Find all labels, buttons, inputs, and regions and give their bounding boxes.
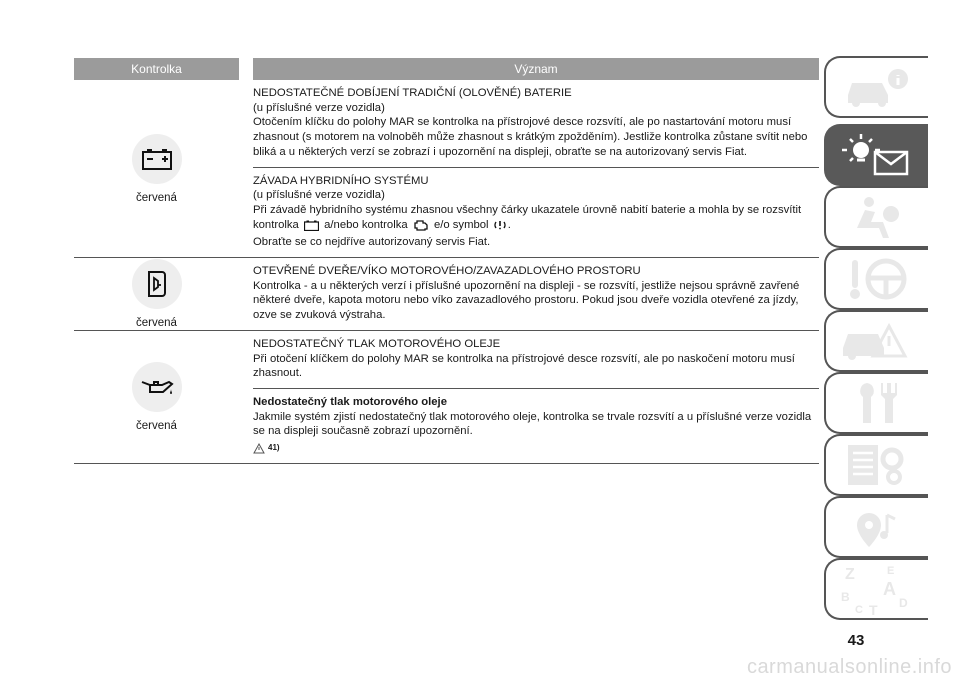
entry-title: OTEVŘENÉ DVEŘE/VÍKO MOTOROVÉHO/ZAVAZADLOVÉHO PROSTORU (253, 265, 641, 278)
header-vyznam: Význam (514, 62, 558, 76)
entry-oil-pressure-low (253, 388, 819, 463)
tab-multimedia[interactable] (824, 496, 928, 558)
watermark: carmanualsonline.info (746, 656, 952, 678)
specs-gears-icon (842, 441, 912, 489)
warning-reference[interactable]: 41) (253, 441, 819, 456)
entry-oil-pressure (253, 331, 819, 388)
lamp-color-label: červená (136, 419, 177, 432)
svg-text:E: E (887, 565, 895, 577)
warning-lights-table (74, 58, 819, 464)
entry-title: ZÁVADA HYBRIDNÍHO SYSTÉMU (253, 174, 429, 187)
lamp-color-label: červená (136, 191, 177, 204)
header-kontrolka: Kontrolka (131, 62, 182, 76)
svg-text:D: D (899, 596, 908, 610)
warning-triangle-icon (253, 443, 265, 454)
multimedia-icon (847, 503, 907, 551)
tab-warning-lights[interactable] (824, 124, 928, 186)
page-number: 43 (847, 632, 865, 649)
lamp-cell (74, 258, 239, 330)
lamp-color-label: červená (136, 316, 177, 329)
oil-can-icon (132, 362, 182, 412)
entry-text: Obraťte se co nejdříve autorizovaný servis Fiat. (253, 236, 491, 249)
table-row (74, 258, 819, 331)
tab-technical-data[interactable] (824, 434, 928, 496)
svg-text:C: C (855, 604, 863, 616)
entry-text: Při otočení klíčkem do polohy MAR se kontrolka na přístrojové desce rozsvítí, ale po naskočení motoru musí zhasnout. (253, 352, 795, 380)
battery-icon (304, 220, 319, 236)
battery-icon (132, 134, 182, 184)
tab-starting-driving[interactable] (824, 248, 928, 310)
entry-subtitle: (u příslušné verze vozidla) (253, 189, 385, 202)
table-row (74, 80, 819, 258)
entry-hybrid-failure (253, 167, 819, 258)
tab-index[interactable] (824, 558, 928, 620)
entry-subtitle: (u příslušné verze vozidla) (253, 101, 385, 114)
svg-text:B: B (841, 590, 850, 604)
entry-title: NEDOSTATEČNÝ TLAK MOTOROVÉHO OLEJE (253, 337, 501, 350)
entry-battery-charge (253, 80, 819, 167)
seat-airbag-icon (847, 194, 907, 240)
table-row (74, 331, 819, 464)
svg-text:T: T (869, 602, 878, 617)
entry-text: Kontrolka - a u některých verzí i příslušné upozornění na displeji - se rozsvítí, jestliže nejsou správně zavřené některé dveře, kapota motoru nebo víko zavazadlového prostoru. Pokud jsou dveře vozidla otevřené za jízdy, ozve se zvuková výstraha. (253, 279, 800, 322)
tab-safety[interactable] (824, 186, 928, 248)
entry-text: Při závadě hybridního systému zhasnou všechny čárky ukazatele úrovně nabití baterie a mohla by se rozsvítit kontrolka a/nebo kontrolka e/o symbol . (253, 203, 819, 235)
wrench-icon (847, 379, 907, 427)
table-header (74, 58, 819, 80)
lamp-cell (74, 331, 239, 463)
entry-text: Otočením klíčku do polohy MAR se kontrolka na přístrojové desce rozsvítí, ale po nastartování motoru musí zhasnout (s motorem na volnoběh může zhasnout s krátkým zpožděním). Jestliže kontrolka zůstane svítit nebo bliká a u některých verzí se zobrazí i upozornění na displeji, obraťte se na autorizovaný servis Fiat. (253, 116, 808, 158)
tab-car-info[interactable] (824, 56, 928, 118)
car-info-icon (842, 65, 912, 109)
tab-emergency[interactable] (824, 310, 928, 372)
tab-maintenance[interactable] (824, 372, 928, 434)
lamp-message-icon (839, 132, 915, 178)
alphabet-index-icon (837, 561, 917, 617)
entry-title: NEDOSTATEČNÉ DOBÍJENÍ TRADIČNÍ (OLOVĚNÉ) BATERIE (253, 87, 572, 99)
entry-subheading: Nedostatečný tlak motorového oleje (253, 395, 447, 408)
lamp-cell (74, 80, 239, 257)
engine-icon (413, 219, 429, 236)
svg-text:Z: Z (845, 566, 855, 583)
hybrid-symbol-icon (494, 219, 506, 236)
car-emergency-icon (839, 318, 915, 364)
entry-door-open (253, 258, 819, 330)
steering-wheel-icon (842, 256, 912, 302)
svg-text:A: A (883, 579, 896, 599)
door-open-icon (132, 259, 182, 309)
entry-text: Jakmile systém zjistí nedostatečný tlak motorového oleje, kontrolka se trvale rozsvítí a u příslušné verze vozidla se na displeji současně zobrazí upozornění. (253, 410, 812, 438)
